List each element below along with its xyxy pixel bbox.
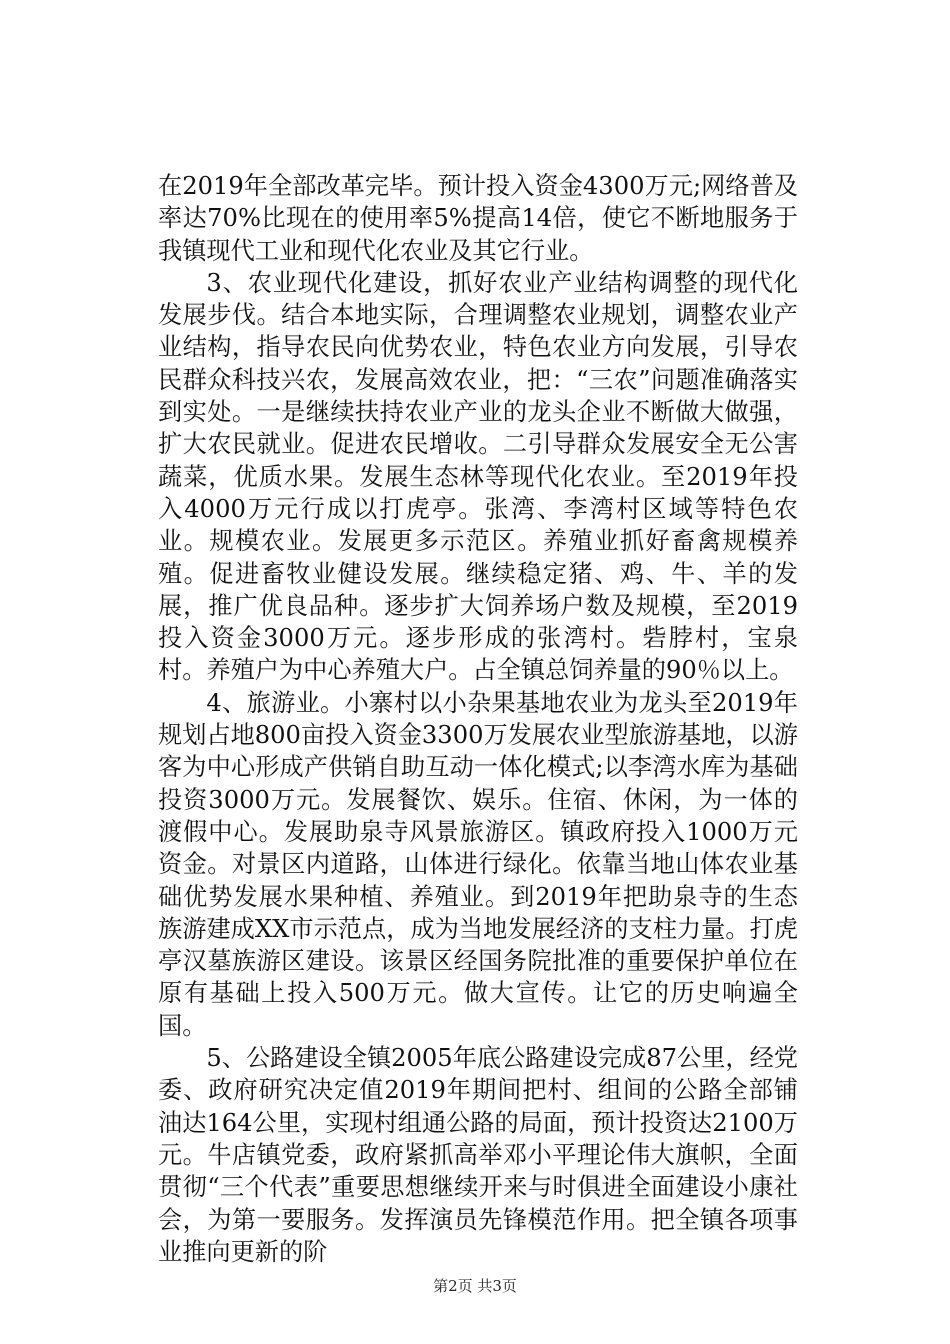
page-footer bbox=[0, 1276, 950, 1296]
paragraph-continuation: 在2019年全部改革完毕。预计投入资金4300万元;网络普及率达70%比现在的使用率5%提高14倍，使它不断地服务于我镇现代工业和现代化农业及其它行业。 bbox=[158, 172, 798, 265]
document-body bbox=[158, 170, 798, 1268]
page-number-indicator: 第2页 共3页 bbox=[433, 1277, 517, 1295]
paragraph-roads: 5、公路建设全镇2005年底公路建设完成87公里，经党委、政府研究决定值2019年期间把村、组间的公路全部铺油达164公里，实现村组通公路的局面，预计投资达2100万元。牛店镇党委，政府紧抓高举邓小平理论伟大旗帜，全面贯彻“三个代表”重要思想继续开来与时俱进全面建设小康社会，为第一要服务。发挥演员先锋模范作用。把全镇各项事业推向更新的阶 bbox=[158, 1044, 798, 1266]
paragraph-agriculture: 3、农业现代化建设，抓好农业产业结构调整的现代化发展步伐。结合本地实际，合理调整农业规划，调整农业产业结构，指导农民向优势农业，特色农业方向发展，引导农民群众科技兴农，发展高效农业，把：“三农”问题准确落实到实处。一是继续扶持农业产业的龙头企业不断做大做强，扩大农民就业。促进农民增收。二引导群众发展安全无公害蔬菜，优质水果。发展生态林等现代化农业。至2019年投入4000万元行成以打虎亭。张湾、李湾村区域等特色农业。规模农业。发展更多示范区。养殖业抓好畜禽规模养殖。促进畜牧业健设发展。继续稳定猪、鸡、牛、羊的发展，推广优良品种。逐步扩大饲养场户数及规模，至2019投入资金3000万元。逐步形成的张湾村。砦脖村，宝泉村。养殖户为中心养殖大户。占全镇总饲养量的90％以上。 bbox=[158, 268, 798, 685]
paragraph-tourism: 4、旅游业。小寨村以小杂果基地农业为龙头至2019年规划占地800亩投入资金3300万发展农业型旅游基地，以游客为中心形成产供销自助互动一体化模式;以李湾水库为基础投资3000万元。发展餐饮、娱乐。住宿、休闲，为一体的渡假中心。发展助泉寺风景旅游区。镇政府投入1000万元资金。对景区内道路，山体进行绿化。依靠当地山体农业基础优势发展水果种植、养殖业。到2019年把助泉寺的生态族游建成XX市示范点，成为当地发展经济的支柱力量。打虎亭汉墓族游区建设。该景区经国务院批准的重要保护单位在原有基础上投入500万元。做大宣传。让它的历史响遍全国。 bbox=[158, 688, 798, 1040]
